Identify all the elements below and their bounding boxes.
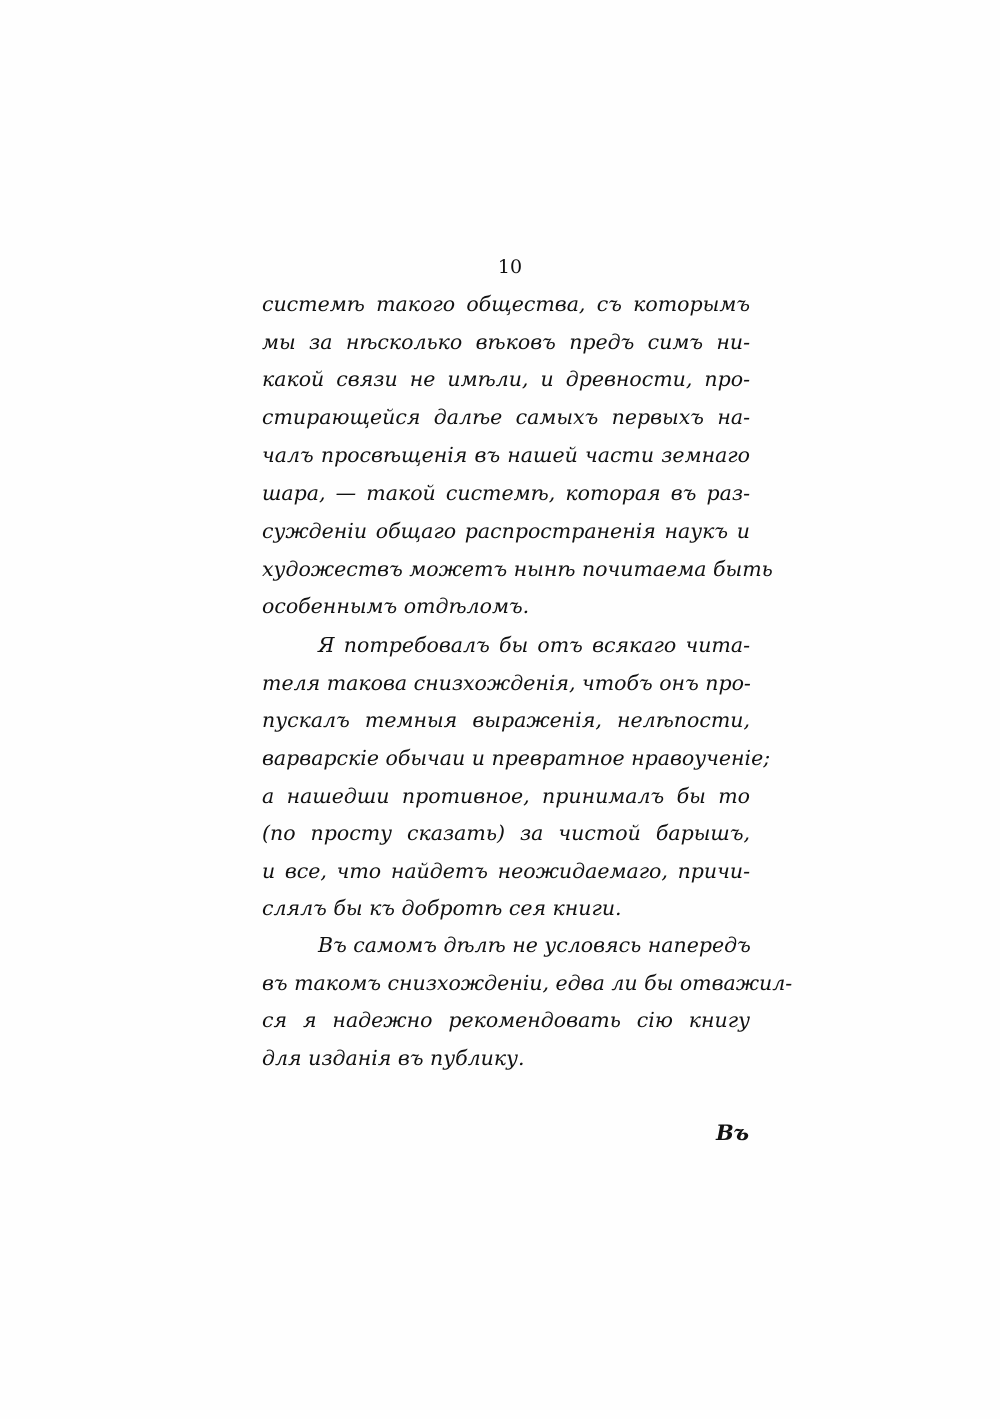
text-line: теля такова снизхожденія, чтобъ онъ про- <box>262 671 751 695</box>
text-line: системѣ такого общества, съ которымъ <box>262 292 750 316</box>
catchword: Въ <box>716 1120 750 1145</box>
text-line: въ такомъ снизхожденіи, едва ли бы отважил- <box>262 971 793 995</box>
text-line: Въ самомъ дѣлѣ не условясь напередъ <box>318 933 751 957</box>
text-line: мы за нѣсколько вѣковъ предъ симъ ни- <box>262 330 750 354</box>
text-line: особеннымъ отдѣломъ. <box>262 594 530 618</box>
text-line: пускалъ темныя выраженія, нелѣпости, <box>262 708 750 732</box>
text-line: слялъ бы къ добротѣ сея книги. <box>262 896 622 920</box>
text-line: варварскіе обычаи и превратное нравоученіе; <box>262 746 771 770</box>
text-line: для изданія въ публику. <box>262 1046 525 1070</box>
text-line: (по просту сказать) за чистой барышъ, <box>262 821 750 845</box>
text-line: ся я надежно рекомендовать сію книгу <box>262 1008 750 1032</box>
page-number: 10 <box>497 256 523 278</box>
text-line: Я потребовалъ бы отъ всякаго чита- <box>318 633 750 657</box>
text-line: и все, что найдетъ неожидаемаго, причи- <box>262 859 750 883</box>
text-line: а нашедши противное, принималъ бы то <box>262 784 750 808</box>
text-line: художествъ можетъ нынѣ почитаема быть <box>262 557 773 581</box>
text-line: чалъ просвѣщенія въ нашей части земнаго <box>262 443 750 467</box>
text-line: сужденіи общаго распространенія наукъ и <box>262 519 750 543</box>
text-line: стирающейся далѣе самыхъ первыхъ на- <box>262 405 750 429</box>
text-line: какой связи не имѣли, и древности, про- <box>262 367 750 391</box>
text-line: шара, — такой системѣ, которая въ раз- <box>262 481 750 505</box>
